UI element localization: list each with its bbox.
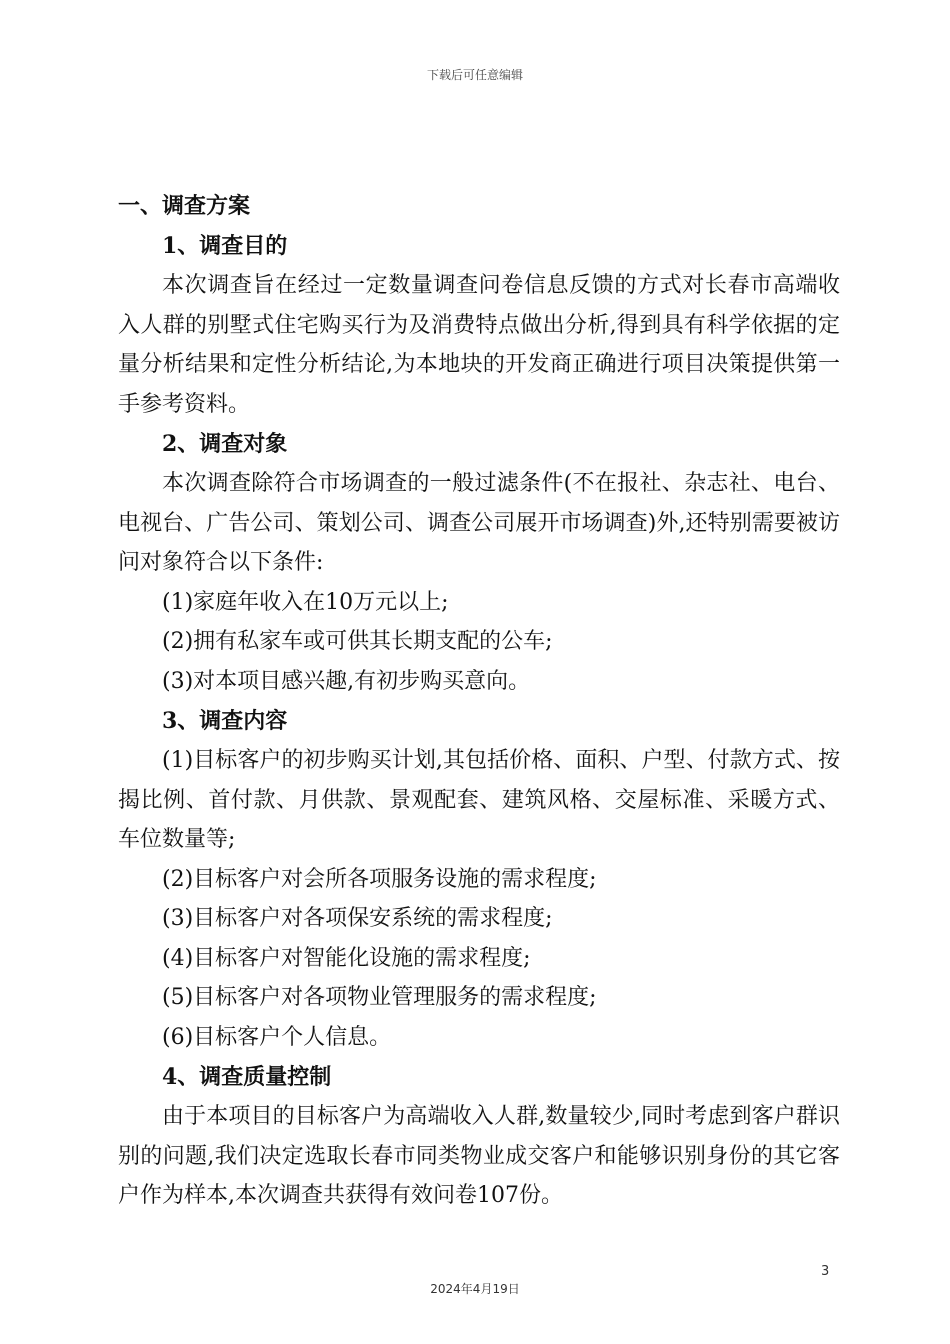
object-heading: 2、调查对象 bbox=[162, 431, 288, 457]
content-item-5: (5)目标客户对各项物业管理服务的需求程度; bbox=[162, 985, 597, 1010]
quality-paragraph: 由于本项目的目标客户为高端收入人群,数量较少,同时考虑到客户群识别的问题,我们决定选取长春市同类物业成交客户和能够识别身份的其它客户作为样本,本次调查共获得有效问卷107份。 bbox=[118, 1104, 840, 1208]
section-title: 一、调查方案 bbox=[118, 193, 251, 219]
content-item-3: (3)目标客户对各项保安系统的需求程度; bbox=[162, 906, 553, 931]
purpose-paragraph: 本次调查旨在经过一定数量调查问卷信息反馈的方式对长春市高端收入人群的别墅式住宅购买行为及消费特点做出分析,得到具有科学依据的定量分析结果和定性分析结论,为本地块的开发商正确进行项目决策提供第一手参考资料。 bbox=[118, 273, 840, 417]
footer-date: 2024年4月19日 bbox=[430, 1282, 520, 1296]
object-condition-2: (2)拥有私家车或可供其长期支配的公车; bbox=[162, 629, 553, 654]
content-item-4: (4)目标客户对智能化设施的需求程度; bbox=[162, 945, 531, 971]
content-heading: 3、调查内容 bbox=[162, 708, 288, 734]
document-body bbox=[118, 186, 840, 1216]
content-item-2: (2)目标客户对会所各项服务设施的需求程度; bbox=[162, 866, 597, 892]
object-condition-1: (1)家庭年收入在10万元以上; bbox=[162, 589, 449, 615]
page-number: 3 bbox=[821, 1264, 830, 1279]
content-item-1: (1)目标客户的初步购买计划,其包括价格、面积、户型、付款方式、按揭比例、首付款、月供款、景观配套、建筑风格、交屋标准、采暖方式、车位数量等; bbox=[118, 748, 840, 852]
page-header-note: 下载后可任意编辑 bbox=[426, 68, 523, 82]
object-paragraph: 本次调查除符合市场调查的一般过滤条件(不在报社、杂志社、电台、电视台、广告公司、策划公司、调查公司展开市场调查)外,还特别需要被访问对象符合以下条件: bbox=[118, 471, 840, 575]
quality-heading: 4、调查质量控制 bbox=[162, 1064, 332, 1090]
content-item-6: (6)目标客户个人信息。 bbox=[162, 1024, 392, 1050]
purpose-heading: 1、调查目的 bbox=[162, 233, 288, 259]
object-condition-3: (3)对本项目感兴趣,有初步购买意向。 bbox=[162, 668, 531, 694]
